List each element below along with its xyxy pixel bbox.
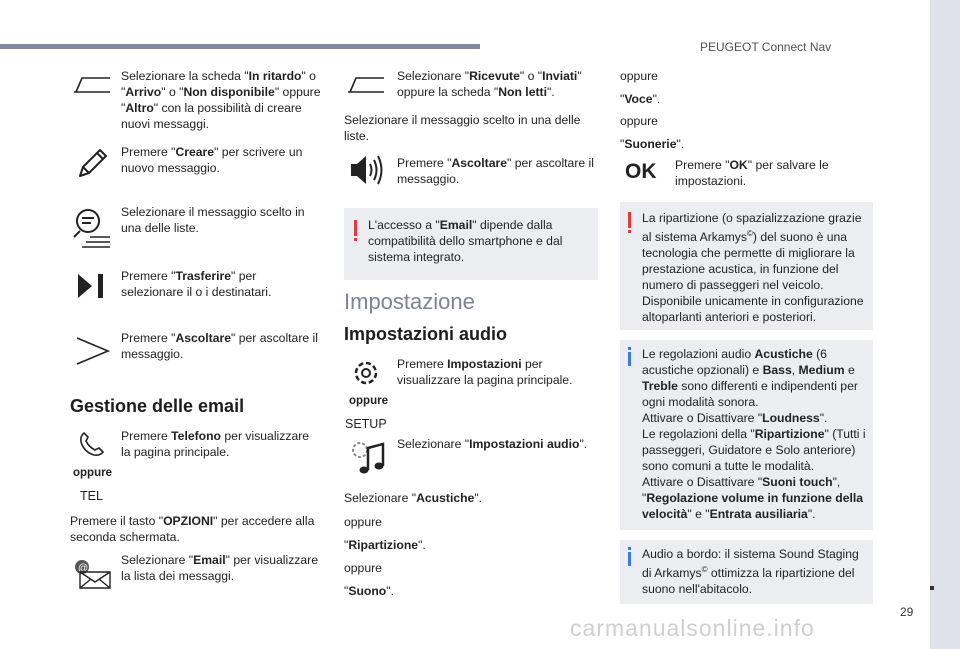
step-phone: Premere Telefono per visualizzare la pagina principale.	[121, 429, 310, 459]
play-icon	[74, 335, 112, 367]
info-icon-2	[628, 552, 631, 566]
step-settings: Premere Impostazioni per visualizzare la pagina principale.	[397, 357, 573, 387]
step-select-received: Selezionare "Ricevute" o "Inviati" oppure la scheda "Non letti".	[397, 69, 582, 99]
warning-text-2: La ripartizione (o spazializzazione grazie al sistema Arkamys©) del suono è una tecnologia che permette di migliorare la prestazione acustica, in funzione del numero di passeggeri nel veicolo. Disponibile unicamente in configurazione altoparlanti anteriori e posteriori.	[642, 211, 864, 325]
section-heading-email: Gestione delle email	[70, 396, 245, 416]
page-number: 29	[900, 605, 914, 619]
forward-icon	[75, 270, 107, 302]
label-oppure-4: oppure	[344, 561, 382, 575]
speaker-icon	[349, 152, 385, 188]
option-ripartizione: "Ripartizione".	[344, 538, 426, 552]
header-rule	[0, 44, 480, 49]
phone-icon	[78, 430, 106, 458]
warning-icon-2	[628, 212, 631, 228]
ok-icon: OK	[625, 160, 657, 183]
tel-button-label: TEL	[80, 489, 103, 503]
message-list-icon	[72, 206, 112, 248]
option-voce: "Voce".	[620, 92, 661, 106]
option-suonerie: "Suonerie".	[620, 137, 685, 151]
info-text-2: Audio a bordo: il sistema Sound Staging di Arkamys© ottimizza la ripartizione del suono nell'abitacolo.	[642, 547, 859, 597]
warning-box-email	[344, 208, 598, 280]
step-listen-2: Premere "Ascoltare" per ascoltare il messaggio.	[397, 156, 594, 186]
step-create: Premere "Creare" per scrivere un nuovo messaggio.	[121, 145, 303, 175]
step-options: Premere il tasto "OPZIONI" per accedere alla seconda schermata.	[70, 514, 315, 544]
setup-button-label: SETUP	[345, 417, 387, 431]
page-side-band	[930, 0, 960, 649]
label-oppure-5: oppure	[620, 69, 658, 83]
label-oppure: oppure	[73, 467, 112, 479]
step-email: Selezionare "Email" per visualizzare la lista dei messaggi.	[121, 553, 318, 583]
tab-icon-2	[346, 74, 386, 94]
info-box-sound-staging	[620, 540, 873, 604]
label-oppure-3: oppure	[344, 515, 382, 529]
running-header: PEUGEOT Connect Nav	[700, 40, 832, 54]
info-icon	[628, 352, 631, 366]
step-select-message: Selezionare il messaggio scelto in una delle liste.	[121, 205, 305, 235]
label-oppure-2: oppure	[349, 395, 388, 407]
warning-box-arkamys	[620, 202, 873, 330]
step-select-message-2: Selezionare il messaggio scelto in una delle liste.	[344, 113, 581, 143]
warning-icon	[354, 220, 357, 236]
step-audio-settings: Selezionare "Impostazioni audio".	[397, 437, 588, 451]
section-title: Impostazione	[344, 289, 475, 314]
step-forward: Premere "Trasferire" per selezionare il o i destinatari.	[121, 269, 272, 299]
pencil-icon	[76, 146, 108, 180]
warning-text: L'accesso a "Email" dipende dalla compatibilità dello smartphone e dal sistema integrato.	[368, 218, 563, 264]
watermark: carmanualsonline.info	[570, 615, 815, 641]
info-text: Le regolazioni audio Acustiche (6 acustiche opzionali) e Bass, Medium e Treble sono differenti e indipendenti per ogni modalità sonora. Attivare o Disattivare "Loudness". Le regolazioni della "Ripartizione" (Tutti i passeggeri, Guidatore e Solo anteriore) sono comuni a tutte le modalità. Attivare o Disattivare "Suoni touch", "Regolazione volume in funzione della velocità" e "Entrata ausiliaria".	[642, 347, 866, 521]
option-acustiche: Selezionare "Acustiche".	[344, 491, 483, 505]
step-listen: Premere "Ascoltare" per ascoltare il messaggio.	[121, 331, 318, 361]
section-heading-audio: Impostazioni audio	[344, 324, 508, 344]
step-ok: Premere "OK" per salvare le impostazioni.	[675, 158, 829, 188]
page-marker	[930, 586, 934, 590]
label-oppure-6: oppure	[620, 114, 658, 128]
audio-settings-icon	[350, 440, 386, 476]
option-suono: "Suono".	[344, 584, 394, 598]
info-box-settings	[620, 340, 873, 530]
svg-text:@: @	[78, 563, 89, 574]
tab-icon	[72, 74, 112, 94]
settings-gear-icon	[351, 358, 381, 388]
step-select-tab: Selezionare la scheda "In ritardo" o "Arrivo" o "Non disponibile" oppure "Altro" con la possibilità di creare nuovi messaggi.	[121, 69, 321, 131]
email-icon	[72, 558, 112, 590]
